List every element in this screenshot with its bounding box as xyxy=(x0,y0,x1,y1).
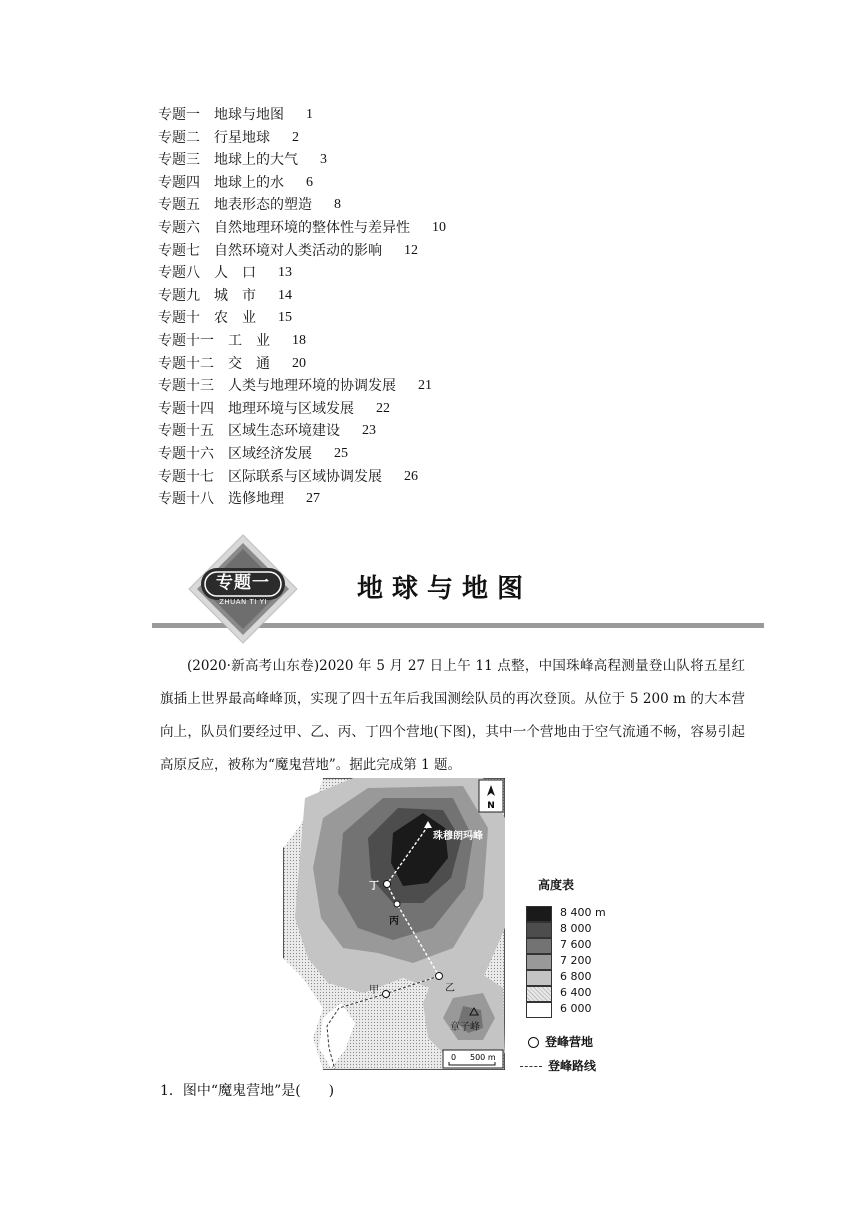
toc-item[interactable] xyxy=(158,488,446,511)
toc-title: 地表形态的塑造 xyxy=(214,197,312,214)
toc-title: 人 口 xyxy=(214,265,256,282)
toc-page: 13 xyxy=(278,265,292,281)
toc-title: 人类与地理环境的协调发展 xyxy=(228,378,396,395)
toc-page: 26 xyxy=(404,468,418,484)
toc-page: 20 xyxy=(292,355,306,371)
toc-label: 专题二 xyxy=(158,129,200,146)
toc-label: 专题五 xyxy=(158,197,200,214)
toc-label: 专题九 xyxy=(158,287,200,304)
toc-label: 专题一 xyxy=(158,107,200,123)
toc-item[interactable] xyxy=(158,285,446,308)
toc-page: 23 xyxy=(362,423,376,439)
toc-page: 2 xyxy=(292,129,299,145)
scale-end: 500 m xyxy=(470,1053,496,1062)
toc-title: 农 业 xyxy=(214,310,256,327)
toc-title: 地球上的水 xyxy=(214,174,284,191)
legend-tick: 7 200 xyxy=(560,954,592,967)
legend-camp: 登峰营地 xyxy=(520,1033,593,1050)
chapter-title: 地球与地图 xyxy=(357,574,533,604)
toc-item[interactable] xyxy=(158,466,446,489)
toc-label: 专题六 xyxy=(158,219,200,236)
camp-jia-marker xyxy=(383,991,390,998)
legend-title: 高度表 xyxy=(538,878,575,892)
dashed-route-icon xyxy=(520,1066,542,1067)
legend-tick: 7 600 xyxy=(560,938,592,951)
toc-page: 14 xyxy=(278,287,292,303)
toc-label: 专题十三 xyxy=(158,378,214,395)
passage xyxy=(160,650,745,782)
toc-item[interactable] xyxy=(158,240,446,263)
legend-swatch xyxy=(526,906,552,922)
toc-title: 区际联系与区域协调发展 xyxy=(228,468,382,485)
elevation-legend xyxy=(520,876,630,1076)
legend-swatch xyxy=(526,970,552,986)
passage-text: 2020 年 5 月 27 日上午 11 点整，中国珠峰高程测量登山队将五星红旗插上世界最高峰峰顶，实现了四十五年后我国测绘队员的再次登顶。从位于 5 200 m 的大本营向上，队员们要经过甲、乙、丙、丁四个营地(下图)，其中一个营地由于空气流通不畅，容易引起高原反应，被称为“魔鬼营地”。据此完成第 1 题。 xyxy=(160,658,745,773)
toc-title: 选修地理 xyxy=(228,491,284,508)
question-1: 1．图中“魔鬼营地”是( ) xyxy=(160,1083,335,1099)
chapter-tag: 专题一 xyxy=(216,573,270,593)
table-of-contents xyxy=(158,104,446,511)
everest-contour-map xyxy=(283,778,505,1070)
toc-item[interactable] xyxy=(158,330,446,353)
toc-item[interactable] xyxy=(158,172,446,195)
toc-item[interactable] xyxy=(158,353,446,376)
legend-swatch xyxy=(526,938,552,954)
toc-page: 18 xyxy=(292,332,306,348)
camp-jia-label: 甲 xyxy=(369,985,379,996)
toc-title: 城 市 xyxy=(214,287,256,304)
toc-page: 6 xyxy=(306,174,313,190)
toc-title: 自然环境对人类活动的影响 xyxy=(214,242,382,259)
toc-page: 21 xyxy=(418,378,432,394)
toc-page: 3 xyxy=(320,152,327,168)
toc-page: 25 xyxy=(334,445,348,461)
toc-page: 8 xyxy=(334,197,341,213)
toc-label: 专题八 xyxy=(158,265,200,282)
toc-label: 专题四 xyxy=(158,174,200,191)
legend-swatch xyxy=(526,986,552,1002)
toc-item[interactable] xyxy=(158,375,446,398)
toc-title: 行星地球 xyxy=(214,129,270,146)
camp-bing-marker xyxy=(394,901,400,907)
toc-page: 12 xyxy=(404,242,418,258)
toc-item[interactable] xyxy=(158,307,446,330)
toc-item[interactable] xyxy=(158,420,446,443)
camp-yi-label: 乙 xyxy=(445,983,455,994)
toc-item[interactable] xyxy=(158,262,446,285)
toc-page: 22 xyxy=(376,400,390,416)
legend-swatch xyxy=(526,954,552,970)
peak-main-label: 珠穆朗玛峰 xyxy=(433,831,483,842)
legend-tick: 8 000 xyxy=(560,922,592,935)
toc-item[interactable] xyxy=(158,104,446,127)
toc-label: 专题十五 xyxy=(158,423,214,440)
legend-tick: 6 400 xyxy=(560,986,592,999)
passage-source: (2020·新高考山东卷) xyxy=(187,658,320,674)
toc-label: 专题十 xyxy=(158,310,200,327)
north-label: N xyxy=(487,801,495,811)
legend-tick: 6 800 xyxy=(560,970,592,983)
toc-label: 专题三 xyxy=(158,152,200,169)
legend-route: 登峰路线 xyxy=(520,1057,596,1074)
toc-title: 区域生态环境建设 xyxy=(228,423,340,440)
camp-yi-marker xyxy=(436,973,443,980)
scale-start: 0 xyxy=(451,1053,457,1062)
toc-title: 地球上的大气 xyxy=(214,152,298,169)
toc-item[interactable] xyxy=(158,398,446,421)
toc-item[interactable] xyxy=(158,443,446,466)
camp-circle-icon xyxy=(528,1037,539,1048)
camp-ding-marker xyxy=(384,881,391,888)
legend-tick: 6 000 xyxy=(560,1002,592,1015)
toc-page: 10 xyxy=(432,219,446,235)
toc-label: 专题十四 xyxy=(158,400,214,417)
toc-page: 27 xyxy=(306,491,320,507)
legend-tick: 8 400 m xyxy=(560,906,606,919)
toc-title: 地理环境与区域发展 xyxy=(228,400,354,417)
camp-ding-label: 丁 xyxy=(369,881,379,892)
camp-bing-label: 丙 xyxy=(389,916,399,927)
toc-label: 专题十八 xyxy=(158,491,214,508)
toc-item[interactable] xyxy=(158,217,446,240)
toc-label: 专题十一 xyxy=(158,332,214,349)
toc-page: 15 xyxy=(278,310,292,326)
toc-item[interactable] xyxy=(158,194,446,217)
toc-label: 专题十六 xyxy=(158,445,214,462)
toc-page: 1 xyxy=(306,107,313,122)
toc-title: 工 业 xyxy=(228,332,270,349)
toc-title: 自然地理环境的整体性与差异性 xyxy=(214,219,410,236)
legend-swatch xyxy=(526,1002,552,1018)
toc-label: 专题十二 xyxy=(158,355,214,372)
toc-title: 区域经济发展 xyxy=(228,445,312,462)
peak-side-label: 章子峰 xyxy=(450,1022,480,1033)
toc-item[interactable] xyxy=(158,127,446,150)
toc-title: 地球与地图 xyxy=(214,107,284,123)
legend-swatch xyxy=(526,922,552,938)
chapter-tag-pinyin: ZHUAN TI YI xyxy=(219,598,267,606)
toc-label: 专题七 xyxy=(158,242,200,259)
toc-title: 交 通 xyxy=(228,355,270,372)
toc-item[interactable] xyxy=(158,149,446,172)
toc-label: 专题十七 xyxy=(158,468,214,485)
